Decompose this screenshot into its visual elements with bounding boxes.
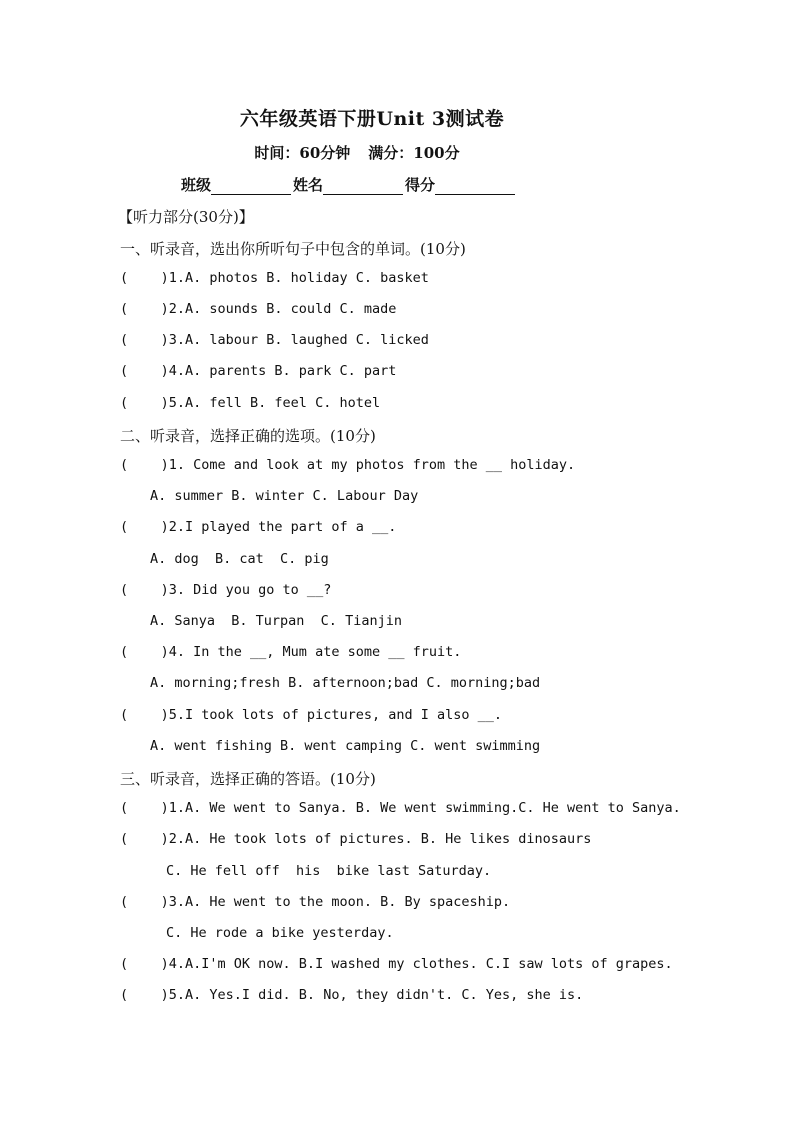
section-3-heading: 三、听录音，选择正确的答语。(10分) xyxy=(120,770,376,788)
s2-question-5: ( )5.I took lots of pictures, and I also __. xyxy=(120,707,503,723)
s2-question-3: ( )3. Did you go to __? xyxy=(120,582,332,598)
s3-question-3-options: C. He rode a bike yesterday. xyxy=(166,925,394,941)
s3-question-2: ( )2.A. He took lots of pictures. B. He likes dinosaurs xyxy=(120,831,592,847)
s1-question-3: ( )3.A. labour B. laughed C. licked xyxy=(120,332,429,348)
class-label: 班级 xyxy=(181,176,212,194)
score-blank[interactable] xyxy=(435,179,515,195)
s2-question-5-options: A. went fishing B. went camping C. went swimming xyxy=(150,738,541,754)
s2-question-2: ( )2.I played the part of a __. xyxy=(120,519,397,535)
student-info xyxy=(181,174,517,195)
s3-question-4: ( )4.A.I'm OK now. B.I washed my clothes. C.I saw lots of grapes. xyxy=(120,956,673,972)
s1-question-2: ( )2.A. sounds B. could C. made xyxy=(120,301,397,317)
s2-question-2-options: A. dog B. cat C. pig xyxy=(150,551,329,567)
s3-question-5: ( )5.A. Yes.I did. B. No, they didn't. C. Yes, she is. xyxy=(120,987,584,1003)
score-label: 得分 xyxy=(405,176,436,194)
name-label: 姓名 xyxy=(293,176,324,194)
name-blank[interactable] xyxy=(323,179,403,195)
s3-question-2-options: C. He fell off his bike last Saturday. xyxy=(166,863,492,879)
full-score: 满分：100分 xyxy=(368,144,460,162)
class-blank[interactable] xyxy=(211,179,291,195)
s2-question-3-options: A. Sanya B. Turpan C. Tianjin xyxy=(150,613,402,629)
section-2-heading: 二、听录音，选择正确的选项。(10分) xyxy=(120,427,376,445)
s2-question-1-options: A. summer B. winter C. Labour Day xyxy=(150,488,419,504)
s1-question-4: ( )4.A. parents B. park C. part xyxy=(120,363,397,379)
s1-question-1: ( )1.A. photos B. holiday C. basket xyxy=(120,270,429,286)
s3-question-3: ( )3.A. He went to the moon. B. By spaceship. xyxy=(120,894,511,910)
exam-meta xyxy=(0,142,714,163)
part-heading: 【听力部分(30分)】 xyxy=(118,208,254,226)
s2-question-4-options: A. morning;fresh B. afternoon;bad C. morning;bad xyxy=(150,675,541,691)
s2-question-4: ( )4. In the __, Mum ate some __ fruit. xyxy=(120,644,462,660)
s1-question-5: ( )5.A. fell B. feel C. hotel xyxy=(120,395,381,411)
time-limit: 时间：60分钟 xyxy=(254,144,351,162)
exam-title: 六年级英语下册Unit 3测试卷 xyxy=(239,108,505,130)
s2-question-1: ( )1. Come and look at my photos from the __ holiday. xyxy=(120,457,576,473)
section-1-heading: 一、听录音，选出你所听句子中包含的单词。(10分) xyxy=(120,240,466,258)
s3-question-1: ( )1.A. We went to Sanya. B. We went swimming.C. He went to Sanya. xyxy=(120,800,681,816)
